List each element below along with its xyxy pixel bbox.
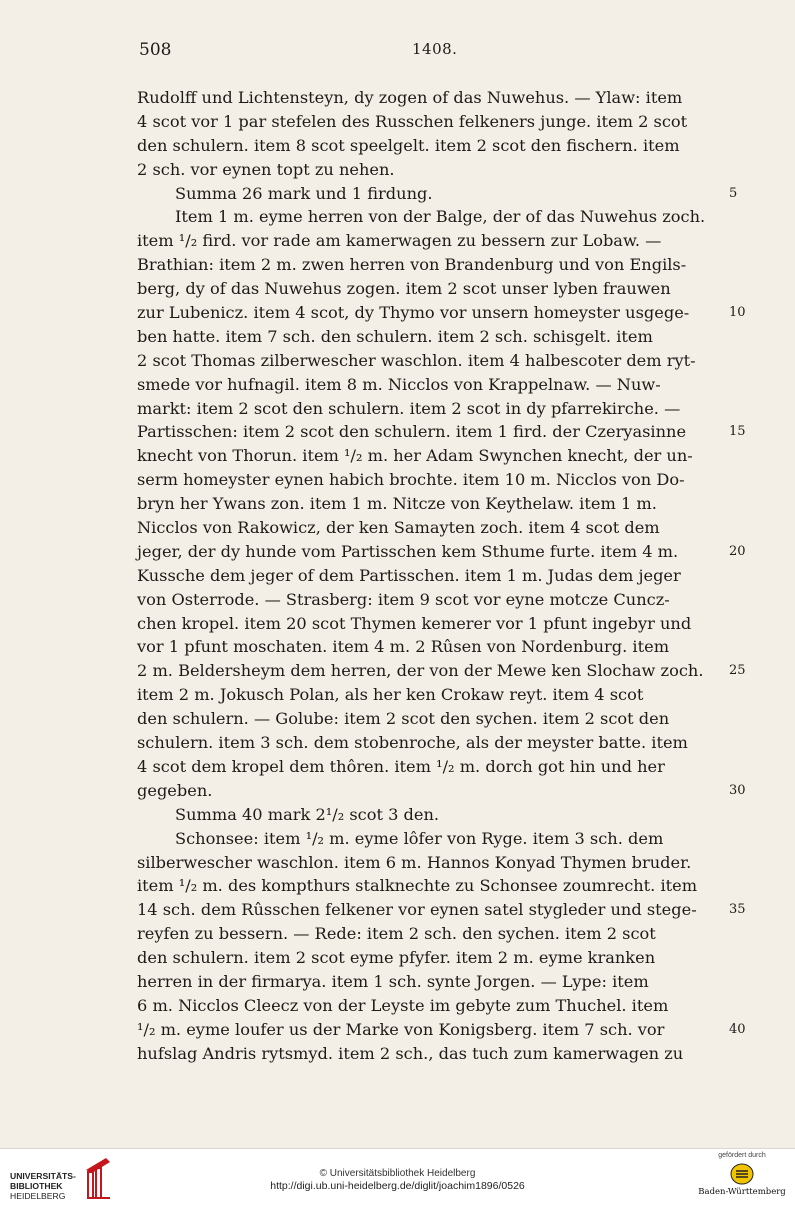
line-text: chen kropel. item 20 scot Thymen kemerer vor 1 pfunt ingebyr und [137, 613, 692, 633]
text-line [137, 86, 713, 110]
line-text: den schulern. item 8 scot speelgelt. item 2 scot den fischern. item [137, 135, 680, 155]
text-line [137, 564, 713, 588]
line-text: markt: item 2 scot den schulern. item 2 scot in dy pfarrekirche. — [137, 398, 681, 418]
permalink[interactable]: http://digi.ub.uni-heidelberg.de/diglit/joachim1896/0526 [270, 1180, 525, 1192]
library-name-line-3: HEIDELBERG [10, 1191, 66, 1201]
line-text: zur Lubenicz. item 4 scot, dy Thymo vor unsern homeyster usgege- [137, 303, 690, 323]
line-text: Kussche dem jeger of dem Partisschen. item 1 m. Judas dem jeger [137, 565, 681, 585]
text-line [137, 158, 713, 182]
line-text: hufslag Andris rytsmyd. item 2 sch., das tuch zum kamerwagen zu [137, 1043, 684, 1063]
line-text: item 2 m. Jokusch Polan, als her ken Crokaw reyt. item 4 scot [137, 685, 644, 705]
text-line [137, 588, 713, 612]
text-line [137, 851, 713, 875]
text-line [137, 349, 713, 373]
line-text: von Osterrode. — Strasberg: item 9 scot vor eyne motcze Cuncz- [137, 589, 670, 609]
line-text: 2 m. Beldersheym dem herren, der von der Mewe ken Slochaw zoch. [137, 661, 704, 681]
line-text: schulern. item 3 sch. dem stobenroche, als der meyster batte. item [137, 733, 688, 753]
text-line [137, 277, 713, 301]
digitization-footer [0, 1148, 795, 1205]
margin-line-number: 35 [729, 902, 746, 918]
text-line [137, 540, 746, 564]
text-line [137, 803, 713, 827]
line-text: serm homeyster eynen habich brochte. item 10 m. Nicclos von Do- [137, 470, 685, 490]
library-name-line-2: BIBLIOTHEK [10, 1181, 63, 1191]
line-text: den schulern. item 2 scot eyme pfyfer. item 2 m. eyme kranken [137, 948, 656, 968]
sponsor-name: Baden-Württemberg [698, 1187, 786, 1197]
line-text: reyfen zu bessern. — Rede: item 2 sch. den sychen. item 2 scot [137, 924, 656, 944]
line-text: ¹/₂ m. eyme loufer us der Marke von Konigsberg. item 7 sch. vor [137, 1019, 665, 1039]
line-text: knecht von Thorun. item ¹/₂ m. her Adam Swynchen knecht, der un- [137, 446, 693, 466]
sponsor-logo[interactable] [696, 1152, 788, 1202]
line-text: Schonsee: item ¹/₂ m. eyme lôfer von Ryge. item 3 sch. dem [175, 828, 664, 848]
text-line [137, 1042, 713, 1066]
footer-divider [0, 1148, 795, 1149]
margin-line-number: 30 [729, 782, 746, 798]
line-text: Nicclos von Rakowicz, der ken Samayten zoch. item 4 scot dem [137, 518, 660, 538]
text-line [137, 731, 713, 755]
text-line [137, 420, 746, 444]
sponsor-label: gefördert durch [718, 1152, 766, 1159]
line-text: gegeben. [137, 780, 213, 800]
line-text: Brathian: item 2 m. zwen herren von Brandenburg und von Engils- [137, 255, 687, 275]
line-text: Partisschen: item 2 scot den schulern. item 1 fird. der Czeryasinne [137, 422, 687, 442]
text-line [137, 659, 746, 683]
line-text: Summa 26 mark und 1 firdung. [175, 183, 433, 203]
text-line [137, 110, 713, 134]
running-title: 1408. [412, 40, 458, 58]
text-line [137, 755, 713, 779]
crest-icon [730, 1163, 754, 1185]
text-line [137, 898, 746, 922]
margin-line-number: 40 [729, 1021, 746, 1037]
text-line [137, 134, 713, 158]
line-text: Item 1 m. eyme herren von der Balge, der of das Nuwehus zoch. [175, 207, 706, 227]
line-text: item ¹/₂ m. des kompthurs stalknechte zu Schonsee zoumrecht. item [137, 876, 698, 896]
copyright-notice: © Universitätsbibliothek Heidelberg [319, 1168, 476, 1179]
line-text: den schulern. — Golube: item 2 scot den sychen. item 2 scot den [137, 709, 670, 729]
text-line [137, 994, 713, 1018]
text-line [137, 397, 713, 421]
margin-line-number: 15 [729, 424, 746, 440]
document-body [137, 86, 746, 1066]
line-text: silberwescher waschlon. item 6 m. Hannos Konyad Thymen bruder. [137, 852, 692, 872]
line-text: jeger, der dy hunde vom Partisschen kem Sthume furte. item 4 m. [137, 541, 679, 561]
text-line [137, 1018, 746, 1042]
line-text: item ¹/₂ fird. vor rade am kamerwagen zu bessern zur Lobaw. — [137, 231, 662, 251]
text-line [137, 229, 713, 253]
page-number: 508 [139, 40, 172, 60]
text-line [137, 612, 713, 636]
text-line [137, 683, 713, 707]
line-text: vor 1 pfunt moschaten. item 4 m. 2 Rûsen von Nordenburg. item [137, 637, 670, 657]
line-text: Summa 40 mark 2¹/₂ scot 3 den. [175, 804, 440, 824]
line-text: 2 sch. vor eynen topt zu nehen. [137, 159, 395, 179]
margin-line-number: 20 [729, 543, 746, 559]
line-text: smede vor hufnagil. item 8 m. Nicclos von Krappelnaw. — Nuw- [137, 374, 661, 394]
text-line [137, 707, 713, 731]
text-line [137, 635, 713, 659]
line-text: herren in der firmarya. item 1 sch. synte Jorgen. — Lype: item [137, 971, 649, 991]
text-line [137, 444, 713, 468]
text-line [137, 468, 713, 492]
line-text: Rudolff und Lichtensteyn, dy zogen of das Nuwehus. — Ylaw: item [137, 88, 683, 107]
text-line [137, 373, 713, 397]
text-line [137, 301, 746, 325]
text-line [137, 516, 713, 540]
text-line [137, 205, 713, 229]
line-text: 6 m. Nicclos Cleecz von der Leyste im gebyte zum Thuchel. item [137, 995, 669, 1015]
text-line [137, 827, 713, 851]
text-line [137, 182, 738, 206]
margin-line-number: 10 [729, 305, 746, 321]
text-line [137, 253, 713, 277]
text-line [137, 492, 713, 516]
line-text: bryn her Ywans zon. item 1 m. Nitcze von Keythelaw. item 1 m. [137, 494, 657, 514]
text-line [137, 946, 713, 970]
text-line [137, 779, 746, 803]
text-line [137, 874, 713, 898]
text-line [137, 922, 713, 946]
line-text: 4 scot vor 1 par stefelen des Russchen felkeners junge. item 2 scot [137, 111, 688, 131]
margin-line-number: 25 [729, 663, 746, 679]
text-line [137, 325, 713, 349]
library-name-line-1: UNIVERSITÄTS- [10, 1171, 76, 1181]
line-text: 14 sch. dem Rûsschen felkener vor eynen satel stygleder und stege- [137, 900, 697, 920]
line-text: 2 scot Thomas zilberwescher waschlon. item 4 halbescoter dem ryt- [137, 350, 696, 370]
line-text: berg, dy of das Nuwehus zogen. item 2 scot unser lyben frauwen [137, 279, 671, 299]
margin-line-number: 5 [729, 185, 738, 201]
line-text: 4 scot dem kropel dem thôren. item ¹/₂ m. dorch got hin und her [137, 756, 665, 776]
text-line [137, 970, 713, 994]
line-text: ben hatte. item 7 sch. den schulern. item 2 sch. schisgelt. item [137, 326, 653, 346]
